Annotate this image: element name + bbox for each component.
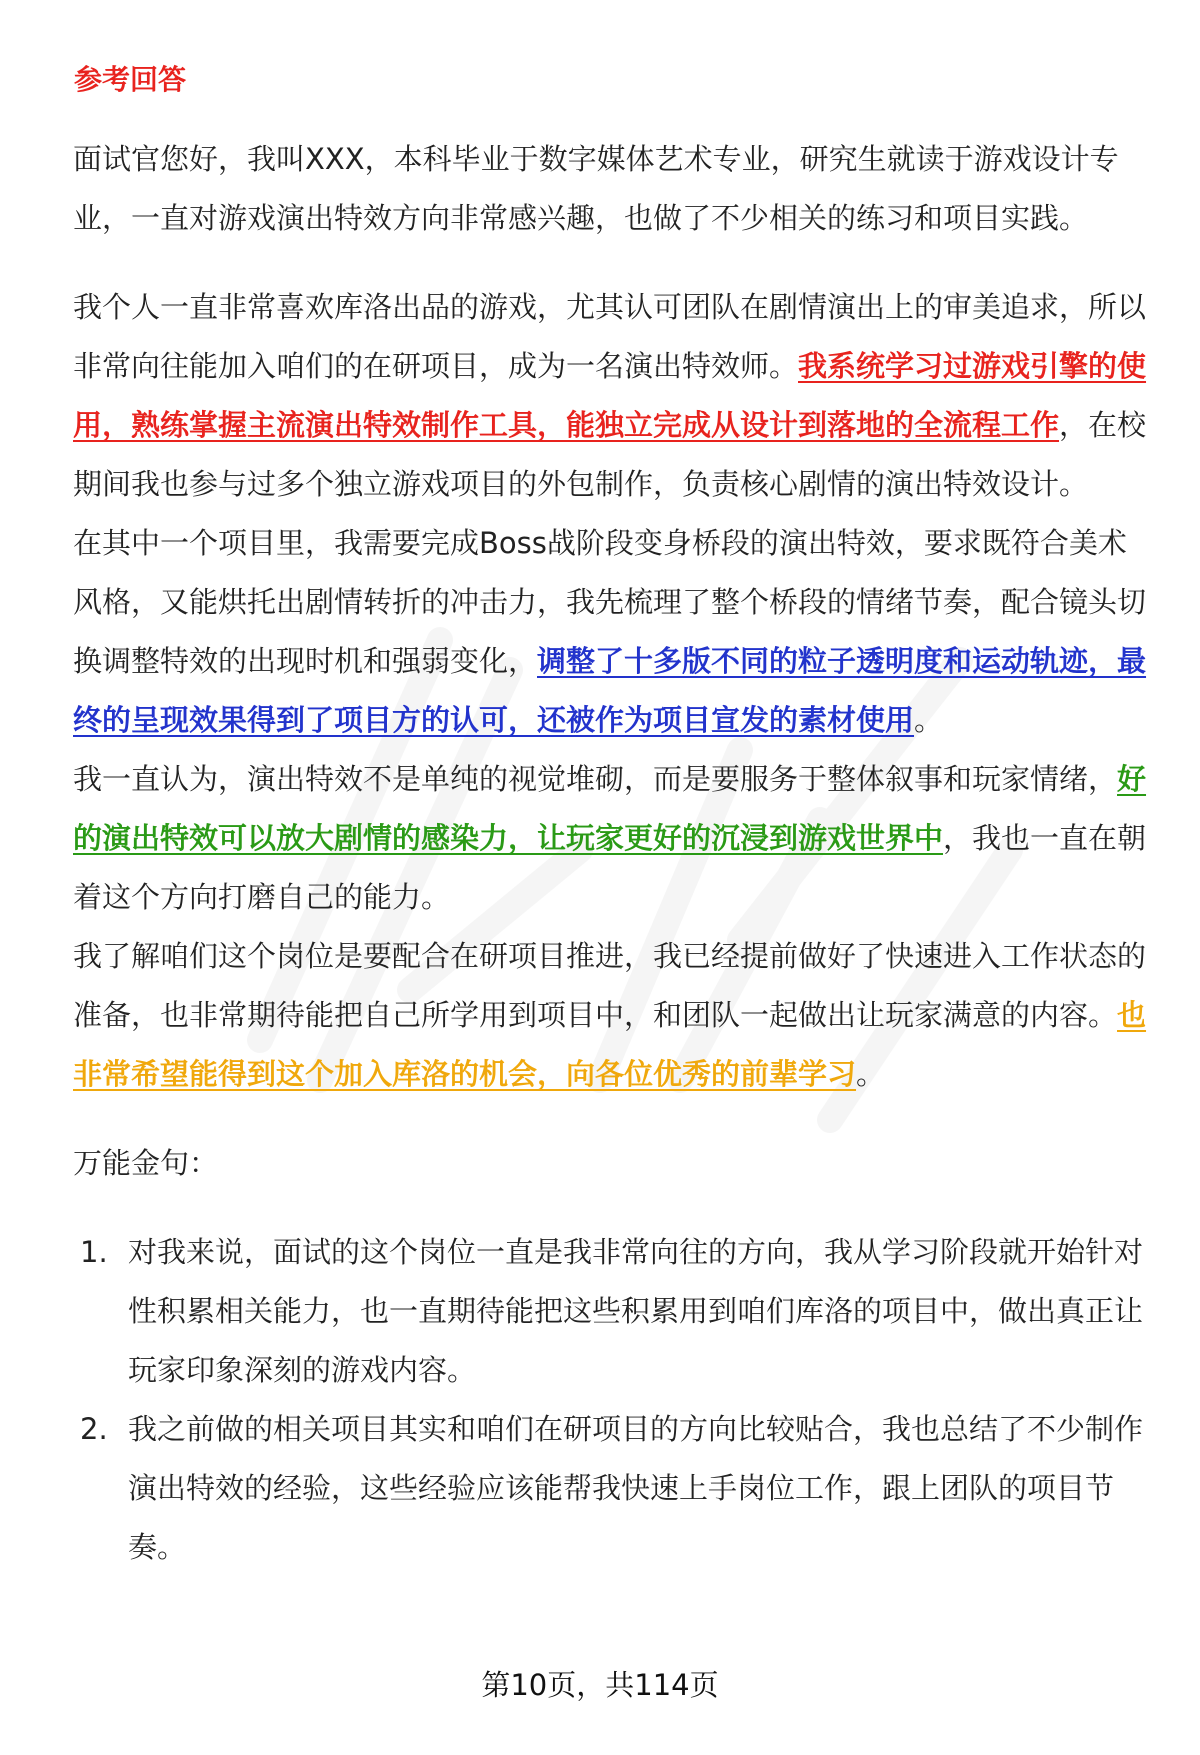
answer-body: [73, 130, 1153, 1577]
answer-heading: 参考回答: [74, 63, 187, 96]
closing-text-after: 。: [856, 1057, 886, 1091]
list-item-text: 我之前做的相关项目其实和咱们在研项目的方向比较贴合，我也总结了不少制作演出特效的经验，这些经验应该能帮我快速上手岗位工作，跟上团队的项目节奏。: [128, 1412, 1144, 1564]
page-number-footer: 第10页，共114页: [481, 1668, 719, 1702]
phrases-section-title: 万能金句：: [73, 1146, 219, 1180]
philosophy-highlight: 好的演出特效可以放大剧情的感染力，让玩家更好的沉浸到游戏世界中: [73, 762, 1147, 855]
phrases-list: [73, 1223, 1153, 1577]
philosophy-text-after: ，我也一直在朝着这个方向打磨自己的能力。: [73, 821, 1147, 914]
project-text: 在其中一个项目里，我需要完成Boss战阶段变身桥段的演出特效，要求既符合美术风格，又能烘托出剧情转折的冲击力，我先梳理了整个桥段的情绪节奏，配合镜头切换调整特效的出现时机和强弱变化，: [73, 526, 1147, 678]
philosophy-text: 我一直认为，演出特效不是单纯的视觉堆砌，而是要服务于整体叙事和玩家情绪，: [73, 762, 1118, 796]
list-item-number: 2.: [80, 1412, 108, 1446]
list-item: [80, 1400, 1153, 1577]
closing-text: 我了解咱们这个岗位是要配合在研项目推进，我已经提前做好了快速进入工作状态的准备，也非常期待能把自己所学用到项目中，和团队一起做出让玩家满意的内容。: [73, 939, 1147, 1032]
list-item-number: 1.: [80, 1235, 108, 1269]
list-item-text: 对我来说，面试的这个岗位一直是我非常向往的方向，我从学习阶段就开始针对性积累相关能力，也一直期待能把这些积累用到咱们库洛的项目中，做出真正让玩家印象深刻的游戏内容。: [128, 1235, 1144, 1387]
motivation-text-after: ，在校期间我也参与过多个独立游戏项目的外包制作，负责核心剧情的演出特效设计。: [73, 408, 1147, 501]
project-highlight: 调整了十多版不同的粒子透明度和运动轨迹，最终的呈现效果得到了项目方的认可，还被作为项目宣发的素材使用: [73, 644, 1147, 737]
philosophy-paragraph: [73, 750, 1153, 927]
closing-paragraph: [73, 927, 1153, 1104]
list-item: [80, 1223, 1153, 1400]
closing-highlight: 也非常希望能得到这个加入库洛的机会，向各位优秀的前辈学习: [73, 998, 1147, 1091]
motivation-text: 我个人一直非常喜欢库洛出品的游戏，尤其认可团队在剧情演出上的审美追求，所以非常向往能加入咱们的在研项目，成为一名演出特效师。: [73, 290, 1147, 383]
skills-highlight: 我系统学习过游戏引擎的使用，熟练掌握主流演出特效制作工具，能独立完成从设计到落地的全流程工作: [73, 349, 1147, 442]
project-text-after: 。: [914, 703, 944, 737]
motivation-paragraph: [73, 278, 1153, 514]
intro-paragraph: 面试官您好，我叫XXX，本科毕业于数字媒体艺术专业，研究生就读于游戏设计专业，一直对游戏演出特效方向非常感兴趣，也做了不少相关的练习和项目实践。: [73, 142, 1119, 235]
project-paragraph: [73, 514, 1153, 750]
